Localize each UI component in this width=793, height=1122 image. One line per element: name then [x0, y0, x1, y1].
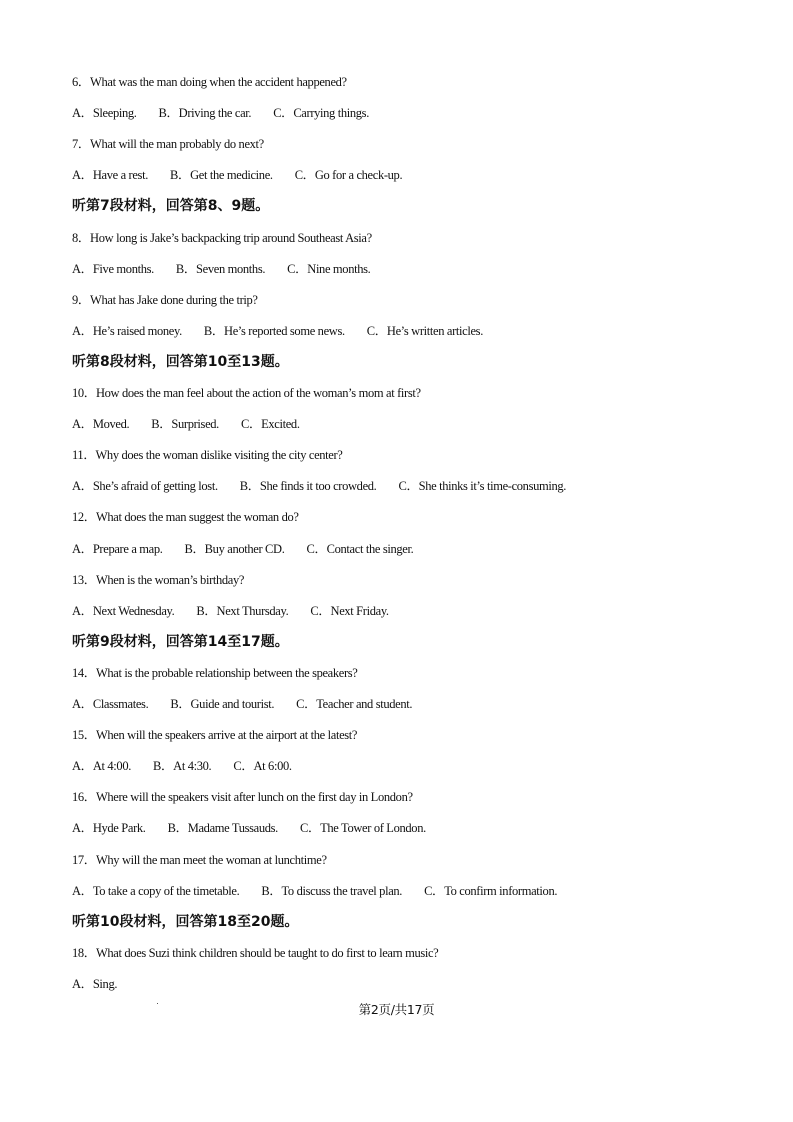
- answer-option: B．Next Thursday.: [196, 603, 289, 618]
- question-text: 8．How long is Jake’s backpacking trip around Southeast Asia?: [72, 230, 372, 245]
- answer-option: B．At 4:30.: [153, 759, 212, 774]
- answer-option: B．Guide and tourist.: [170, 697, 275, 711]
- answer-options: [72, 105, 369, 121]
- section-heading: 听第7段材料，回答第8、9题。: [72, 198, 270, 215]
- answer-options: [72, 820, 426, 836]
- answer-option: A．Moved.: [72, 417, 130, 432]
- answer-option: C．Go for a check-up.: [294, 168, 403, 183]
- answer-option: C．He’s written articles.: [366, 323, 483, 338]
- answer-option: A．Hyde Park.: [72, 821, 146, 836]
- page-footer: 第2页/共17页: [358, 1002, 435, 1017]
- question-text: 10．How does the man feel about the action of the woman’s mom at first?: [72, 386, 421, 400]
- answer-option: C．She thinks it’s time-consuming.: [398, 479, 567, 494]
- answer-option: B．To discuss the travel plan.: [261, 883, 403, 898]
- answer-option: C．Contact the singer.: [306, 541, 414, 556]
- answer-options: [72, 416, 300, 432]
- answer-option: A．He’s raised money.: [72, 323, 182, 338]
- answer-options: [72, 541, 413, 557]
- answer-options: [72, 323, 483, 339]
- question-text: 17．Why will the man meet the woman at lunchtime?: [72, 852, 327, 867]
- answer-option: C．Excited.: [240, 417, 300, 432]
- answer-options: [72, 758, 292, 774]
- answer-option: C．To confirm information.: [424, 883, 558, 898]
- answer-option: A．Five months.: [72, 261, 154, 276]
- section-heading: 听第8段材料，回答第10至13题。: [72, 353, 289, 370]
- answer-option: C．Teacher and student.: [296, 697, 413, 711]
- answer-option: A．Sing.: [72, 976, 118, 991]
- answer-option: A．She’s afraid of getting lost.: [72, 479, 218, 494]
- question-text: 11．Why does the woman dislike visiting the city center?: [72, 448, 343, 463]
- question-text: 12．What does the man suggest the woman do?: [72, 510, 299, 525]
- answer-option: A．Classmates.: [72, 697, 149, 711]
- answer-option: C．Carrying things.: [273, 106, 369, 121]
- answer-options: [72, 478, 566, 494]
- answer-option: A．Have a rest.: [72, 168, 148, 183]
- answer-option: B．Seven months.: [175, 261, 266, 276]
- question-text: 14．What is the probable relationship between the speakers?: [72, 665, 358, 680]
- answer-option: B．She finds it too crowded.: [239, 479, 377, 494]
- answer-options: [72, 603, 389, 619]
- answer-option: B．Surprised.: [151, 417, 219, 432]
- answer-option: A．Next Wednesday.: [72, 603, 175, 618]
- question-text: 7．What will the man probably do next?: [72, 137, 264, 152]
- answer-option: A．Prepare a map.: [72, 541, 163, 556]
- answer-options: [72, 261, 370, 277]
- answer-option: C．Nine months.: [287, 261, 371, 276]
- answer-option: C．The Tower of London.: [299, 821, 426, 836]
- answer-options: [72, 883, 557, 899]
- answer-option: C．At 6:00.: [233, 759, 292, 774]
- answer-options: [72, 696, 412, 712]
- section-heading: 听第10段材料，回答第18至20题。: [72, 913, 299, 930]
- question-text: 6．What was the man doing when the accident happened?: [72, 75, 347, 89]
- question-text: 18．What does Suzi think children should be taught to do first to learn music?: [72, 945, 439, 960]
- answer-option: B．Get the medicine.: [169, 168, 273, 183]
- answer-option: B．Buy another CD.: [184, 541, 285, 556]
- answer-option: A．To take a copy of the timetable.: [72, 883, 240, 898]
- answer-option: B．Madame Tussauds.: [167, 821, 278, 836]
- answer-option: B．He’s reported some news.: [203, 323, 345, 338]
- question-text: 13．When is the woman’s birthday?: [72, 572, 245, 587]
- answer-options: [72, 976, 117, 992]
- answer-option: A．At 4:00.: [72, 759, 132, 774]
- section-heading: 听第9段材料，回答第14至17题。: [72, 633, 289, 650]
- answer-option: A．Sleeping.: [72, 106, 137, 121]
- question-text: 9．What has Jake done during the trip?: [72, 292, 258, 307]
- question-text: 16．Where will the speakers visit after lunch on the first day in London?: [72, 790, 413, 805]
- answer-option: C．Next Friday.: [310, 603, 389, 618]
- answer-option: B．Driving the car.: [158, 106, 252, 121]
- question-text: 15．When will the speakers arrive at the airport at the latest?: [72, 728, 358, 743]
- answer-options: [72, 167, 402, 183]
